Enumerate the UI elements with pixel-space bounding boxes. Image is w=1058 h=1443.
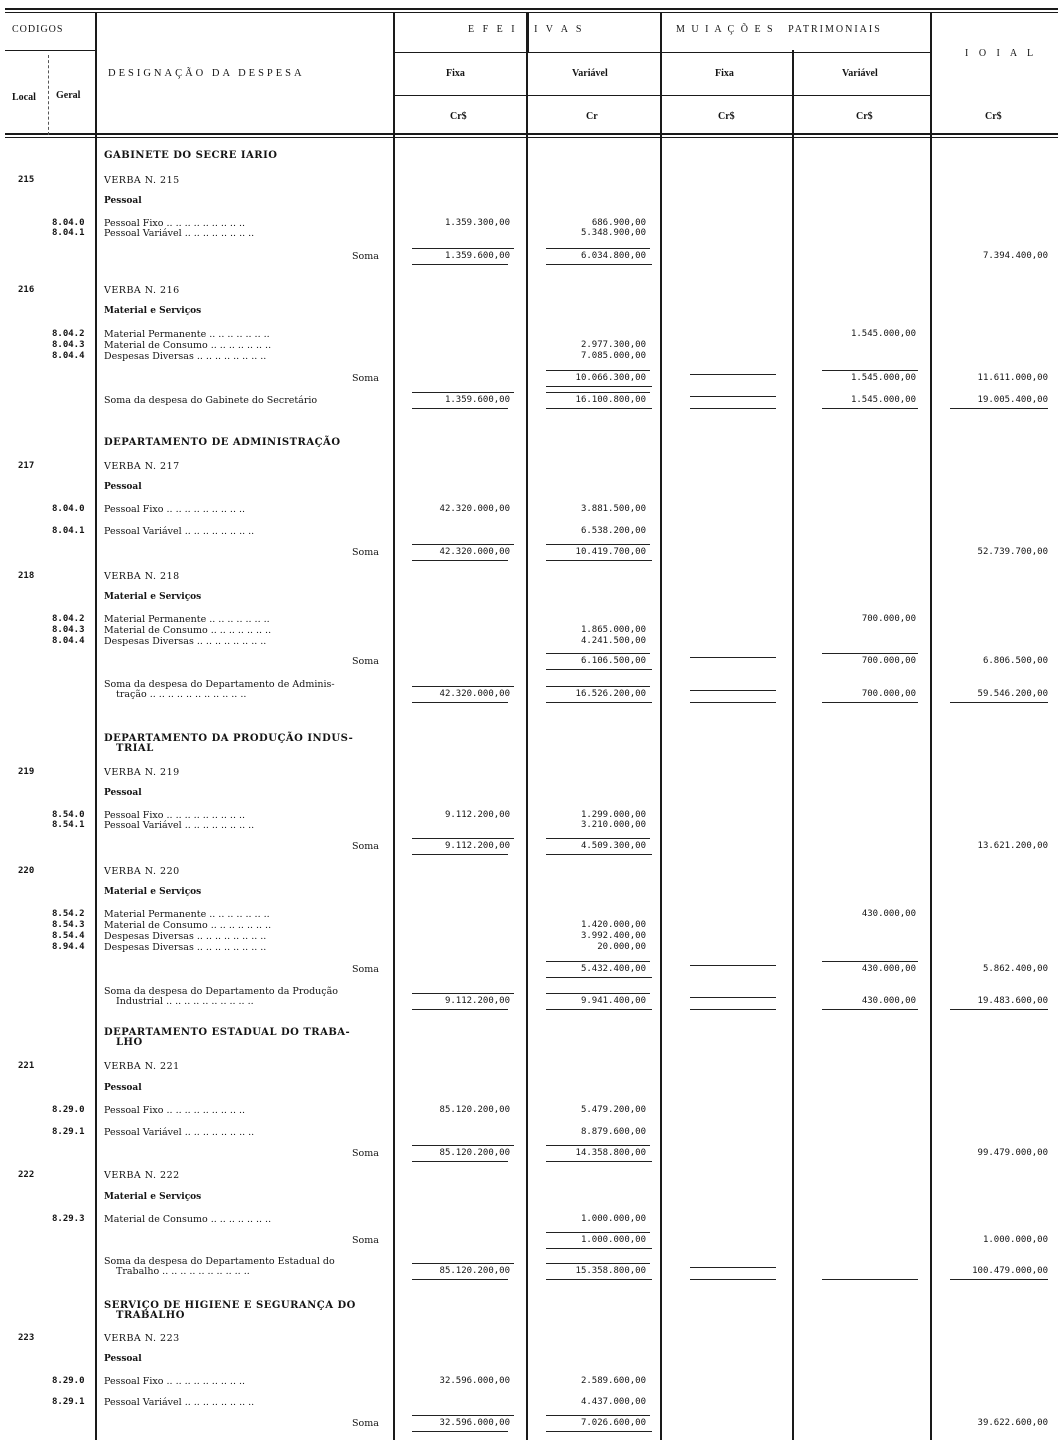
amount-var: 686.900,00 bbox=[591, 218, 646, 228]
sum-rule bbox=[546, 1415, 650, 1416]
amount-mvar: 430.000,00 bbox=[861, 964, 916, 974]
amount-var: 5.348.900,00 bbox=[580, 228, 646, 238]
header-rule bbox=[395, 52, 930, 53]
amount-var: 4.509.300,00 bbox=[580, 841, 646, 851]
amount-var: 6.538.200,00 bbox=[580, 526, 646, 536]
sum-rule bbox=[546, 1263, 650, 1264]
amount-total: 19.005.400,00 bbox=[977, 395, 1048, 405]
soma-label: Soma bbox=[352, 1148, 379, 1159]
amount-fixa: 1.359.300,00 bbox=[444, 218, 510, 228]
amount-var: 16.526.200,00 bbox=[575, 689, 646, 699]
sum-rule bbox=[546, 560, 652, 561]
amount-mvar: 1.545.000,00 bbox=[850, 373, 916, 383]
amount-var: 7.085.000,00 bbox=[580, 351, 646, 361]
subgroup-label: Material e Serviços bbox=[104, 592, 202, 602]
sum-rule bbox=[412, 702, 508, 703]
header-local: Local bbox=[12, 92, 36, 103]
amount-var: 2.977.300,00 bbox=[580, 340, 646, 350]
sum-rule bbox=[412, 248, 514, 249]
codigos-subdivider bbox=[48, 55, 49, 135]
sum-rule bbox=[412, 1415, 514, 1416]
amount-var: 6.034.800,00 bbox=[580, 251, 646, 261]
geral-code: 8.04.0 bbox=[52, 218, 85, 228]
header-currency: Cr bbox=[586, 111, 598, 122]
local-code: 222 bbox=[18, 1170, 35, 1180]
soma-label: Soma bbox=[352, 841, 379, 852]
verba-label: VERBA N. 219 bbox=[104, 767, 180, 778]
verba-label: VERBA N. 223 bbox=[104, 1333, 180, 1344]
item-description: Despesas Diversas .. .. .. .. .. .. .. .. bbox=[104, 942, 267, 953]
column-divider bbox=[95, 12, 97, 1440]
section-title: DEPARTAMENTO DA PRODUÇÃO INDUS- bbox=[104, 733, 354, 744]
amount-total: 19.483.600,00 bbox=[977, 996, 1048, 1006]
sum-rule bbox=[412, 686, 514, 687]
sum-rule bbox=[546, 392, 650, 393]
amount-var: 9.941.400,00 bbox=[580, 996, 646, 1006]
item-description: Pessoal Variável .. .. .. .. .. .. .. .. bbox=[104, 228, 255, 239]
geral-code: 8.04.2 bbox=[52, 614, 85, 624]
sum-rule bbox=[546, 248, 650, 249]
item-description: Pessoal Variável .. .. .. .. .. .. .. .. bbox=[104, 1127, 255, 1138]
verba-label: VERBA N. 220 bbox=[104, 866, 180, 877]
verba-label: VERBA N. 222 bbox=[104, 1170, 180, 1181]
sum-rule bbox=[546, 544, 650, 545]
subgroup-label: Pessoal bbox=[104, 482, 142, 492]
item-description: Pessoal Fixo .. .. .. .. .. .. .. .. .. bbox=[104, 218, 246, 229]
header-geral: Geral bbox=[56, 90, 81, 101]
sum-rule bbox=[546, 1248, 652, 1249]
header-currency: Cr$ bbox=[985, 111, 1002, 122]
verba-label: VERBA N. 215 bbox=[104, 175, 180, 186]
amount-total: 100.479.000,00 bbox=[972, 1266, 1048, 1276]
amount-var: 8.879.600,00 bbox=[580, 1127, 646, 1137]
amount-var: 2.589.600,00 bbox=[580, 1376, 646, 1386]
header-mutacoes: M U I A Ç Õ E S PATRIMONIAIS bbox=[676, 24, 882, 35]
item-description: Despesas Diversas .. .. .. .. .. .. .. .. bbox=[104, 931, 267, 942]
sum-rule bbox=[950, 408, 1048, 409]
amount-total: 1.000.000,00 bbox=[982, 1235, 1048, 1245]
sum-rule bbox=[546, 977, 652, 978]
item-description: Pessoal Variável .. .. .. .. .. .. .. .. bbox=[104, 526, 255, 537]
sum-rule bbox=[546, 961, 650, 962]
sum-rule bbox=[412, 1009, 508, 1010]
header-bottom-rule-thin bbox=[5, 137, 1058, 138]
sum-rule bbox=[690, 1267, 776, 1268]
geral-code: 8.94.4 bbox=[52, 942, 85, 952]
amount-var: 6.106.500,00 bbox=[580, 656, 646, 666]
header-efetivas: E F E I I V A S bbox=[468, 24, 585, 35]
sum-rule bbox=[412, 1263, 514, 1264]
subgroup-label: Material e Serviços bbox=[104, 306, 202, 316]
header-mut-fixa: Fixa bbox=[715, 68, 734, 79]
sum-rule bbox=[690, 997, 776, 998]
item-description: Pessoal Fixo .. .. .. .. .. .. .. .. .. bbox=[104, 1376, 246, 1387]
amount-fixa: 1.359.600,00 bbox=[444, 395, 510, 405]
amount-var: 4.437.000,00 bbox=[580, 1397, 646, 1407]
sum-rule bbox=[412, 854, 508, 855]
soma-label: Soma bbox=[352, 1418, 379, 1429]
sum-rule bbox=[546, 702, 652, 703]
amount-mvar: 1.545.000,00 bbox=[850, 329, 916, 339]
geral-code: 8.29.1 bbox=[52, 1397, 85, 1407]
sum-rule bbox=[412, 544, 514, 545]
sum-rule bbox=[822, 702, 918, 703]
amount-total: 59.546.200,00 bbox=[977, 689, 1048, 699]
amount-total: 99.479.000,00 bbox=[977, 1148, 1048, 1158]
top-rule bbox=[5, 8, 1058, 10]
column-divider bbox=[792, 50, 794, 1440]
geral-code: 8.29.1 bbox=[52, 1127, 85, 1137]
header-currency: Cr$ bbox=[450, 111, 467, 122]
sum-rule bbox=[950, 1279, 1048, 1280]
header-currency: Cr$ bbox=[856, 111, 873, 122]
amount-total: 5.862.400,00 bbox=[982, 964, 1048, 974]
geral-code: 8.04.3 bbox=[52, 340, 85, 350]
item-description: Despesas Diversas .. .. .. .. .. .. .. .. bbox=[104, 636, 267, 647]
sum-rule bbox=[690, 396, 776, 397]
item-description: Material de Consumo .. .. .. .. .. .. .. bbox=[104, 340, 272, 351]
geral-code: 8.04.4 bbox=[52, 636, 85, 646]
sum-rule bbox=[546, 1145, 650, 1146]
subgroup-label: Material e Serviços bbox=[104, 1192, 202, 1202]
soma-label: Soma bbox=[352, 251, 379, 262]
amount-total: 39.622.600,00 bbox=[977, 1418, 1048, 1428]
subgroup-label: Pessoal bbox=[104, 1083, 142, 1093]
amount-var: 1.865.000,00 bbox=[580, 625, 646, 635]
item-description: Pessoal Variável .. .. .. .. .. .. .. .. bbox=[104, 820, 255, 831]
amount-total: 11.611.000,00 bbox=[977, 373, 1048, 383]
geral-code: 8.54.3 bbox=[52, 920, 85, 930]
local-code: 215 bbox=[18, 175, 35, 185]
verba-label: VERBA N. 221 bbox=[104, 1061, 180, 1072]
header-bottom-rule bbox=[5, 133, 1058, 135]
geral-code: 8.29.0 bbox=[52, 1105, 85, 1115]
amount-var: 1.000.000,00 bbox=[580, 1235, 646, 1245]
sum-rule bbox=[950, 702, 1048, 703]
sum-rule bbox=[546, 1161, 652, 1162]
amount-var: 5.479.200,00 bbox=[580, 1105, 646, 1115]
header-rule bbox=[5, 50, 95, 51]
amount-fixa: 9.112.200,00 bbox=[444, 841, 510, 851]
amount-var: 7.026.600,00 bbox=[580, 1418, 646, 1428]
amount-var: 20.000,00 bbox=[597, 942, 646, 952]
amount-mvar: 700.000,00 bbox=[861, 656, 916, 666]
geral-code: 8.04.3 bbox=[52, 625, 85, 635]
sum-rule bbox=[412, 560, 508, 561]
item-description-cont: tração .. .. .. .. .. .. .. .. .. .. .. bbox=[116, 689, 247, 700]
sum-rule bbox=[412, 993, 514, 994]
header-variavel: Variável bbox=[572, 68, 608, 79]
sum-rule bbox=[690, 1009, 776, 1010]
header-currency: Cr$ bbox=[718, 111, 735, 122]
amount-var: 1.420.000,00 bbox=[580, 920, 646, 930]
sum-rule bbox=[412, 408, 508, 409]
amount-var: 14.358.800,00 bbox=[575, 1148, 646, 1158]
sum-rule bbox=[690, 702, 776, 703]
section-title: GABINETE DO SECRE IARIO bbox=[104, 150, 278, 161]
subgroup-label: Material e Serviços bbox=[104, 887, 202, 897]
item-description: Despesas Diversas .. .. .. .. .. .. .. .. bbox=[104, 351, 267, 362]
sum-rule bbox=[412, 1279, 508, 1280]
verba-label: VERBA N. 217 bbox=[104, 461, 180, 472]
sum-rule bbox=[546, 1431, 652, 1432]
sum-rule bbox=[690, 374, 776, 375]
item-description: Material Permanente .. .. .. .. .. .. .. bbox=[104, 614, 270, 625]
geral-code: 8.54.1 bbox=[52, 820, 85, 830]
sum-rule bbox=[950, 1009, 1048, 1010]
sum-rule bbox=[690, 408, 776, 409]
section-title-cont: TRIAL bbox=[116, 743, 154, 754]
sum-rule bbox=[546, 686, 650, 687]
amount-var: 5.432.400,00 bbox=[580, 964, 646, 974]
sum-rule bbox=[546, 1232, 650, 1233]
header-codigos: CODIGOS bbox=[12, 24, 64, 35]
section-title: DEPARTAMENTO DE ADMINISTRAÇÃO bbox=[104, 437, 341, 448]
item-description: Material Permanente .. .. .. .. .. .. .. bbox=[104, 329, 270, 340]
section-title: SERVIÇO DE HIGIENE E SEGURANÇA DO bbox=[104, 1300, 356, 1311]
amount-var: 10.066.300,00 bbox=[575, 373, 646, 383]
amount-fixa: 85.120.200,00 bbox=[439, 1148, 510, 1158]
amount-var: 3.992.400,00 bbox=[580, 931, 646, 941]
amount-var: 10.419.700,00 bbox=[575, 547, 646, 557]
local-code: 216 bbox=[18, 285, 35, 295]
sum-rule bbox=[546, 838, 650, 839]
item-description: Soma da despesa do Departamento da Produção bbox=[104, 986, 338, 997]
header-rule bbox=[395, 95, 930, 96]
section-title-cont: LHO bbox=[116, 1037, 143, 1048]
sum-rule bbox=[412, 264, 508, 265]
sum-rule bbox=[412, 838, 514, 839]
amount-var: 1.000.000,00 bbox=[580, 1214, 646, 1224]
item-description: Pessoal Fixo .. .. .. .. .. .. .. .. .. bbox=[104, 810, 246, 821]
sum-rule bbox=[690, 965, 776, 966]
sum-rule bbox=[546, 1279, 652, 1280]
geral-code: 8.54.2 bbox=[52, 909, 85, 919]
amount-total: 13.621.200,00 bbox=[977, 841, 1048, 851]
amount-fixa: 32.596.000,00 bbox=[439, 1418, 510, 1428]
soma-label: Soma bbox=[352, 656, 379, 667]
sum-rule bbox=[546, 669, 652, 670]
amount-mvar: 700.000,00 bbox=[861, 689, 916, 699]
item-description: Material de Consumo .. .. .. .. .. .. .. bbox=[104, 1214, 272, 1225]
section-title: DEPARTAMENTO ESTADUAL DO TRABA- bbox=[104, 1027, 351, 1038]
local-code: 223 bbox=[18, 1333, 35, 1343]
amount-fixa: 42.320.000,00 bbox=[439, 547, 510, 557]
sum-rule bbox=[546, 386, 652, 387]
local-code: 218 bbox=[18, 571, 35, 581]
item-description: Material Permanente .. .. .. .. .. .. .. bbox=[104, 909, 270, 920]
amount-var: 3.210.000,00 bbox=[580, 820, 646, 830]
soma-label: Soma bbox=[352, 373, 379, 384]
geral-code: 8.04.4 bbox=[52, 351, 85, 361]
top-rule-thin bbox=[5, 12, 1058, 13]
geral-code: 8.04.1 bbox=[52, 526, 85, 536]
item-description: Soma da despesa do Departamento Estadual do bbox=[104, 1256, 335, 1267]
amount-fixa: 42.320.000,00 bbox=[439, 504, 510, 514]
amount-total: 52.739.700,00 bbox=[977, 547, 1048, 557]
amount-fixa: 9.112.200,00 bbox=[444, 996, 510, 1006]
soma-label: Soma bbox=[352, 547, 379, 558]
subgroup-label: Pessoal bbox=[104, 196, 142, 206]
amount-var: 16.100.800,00 bbox=[575, 395, 646, 405]
amount-mvar: 1.545.000,00 bbox=[850, 395, 916, 405]
sum-rule bbox=[546, 370, 650, 371]
sum-rule bbox=[690, 690, 776, 691]
sum-rule bbox=[412, 392, 514, 393]
column-divider bbox=[526, 12, 528, 1440]
sum-rule bbox=[546, 264, 652, 265]
verba-label: VERBA N. 218 bbox=[104, 571, 180, 582]
sum-rule bbox=[822, 370, 918, 371]
sum-rule bbox=[822, 408, 918, 409]
geral-code: 8.04.1 bbox=[52, 228, 85, 238]
sum-rule bbox=[822, 653, 918, 654]
item-description: Soma da despesa do Departamento de Adminis- bbox=[104, 679, 335, 690]
header-mut-variavel: Variável bbox=[842, 68, 878, 79]
amount-fixa: 9.112.200,00 bbox=[444, 810, 510, 820]
column-divider bbox=[660, 12, 662, 1440]
column-divider bbox=[930, 12, 932, 1440]
geral-code: 8.54.0 bbox=[52, 810, 85, 820]
item-description: Material de Consumo .. .. .. .. .. .. .. bbox=[104, 920, 272, 931]
sum-rule bbox=[546, 993, 650, 994]
sum-rule bbox=[546, 653, 650, 654]
sum-rule bbox=[412, 1145, 514, 1146]
amount-fixa: 42.320.000,00 bbox=[439, 689, 510, 699]
geral-code: 8.29.3 bbox=[52, 1214, 85, 1224]
column-divider bbox=[393, 12, 395, 1440]
geral-code: 8.29.0 bbox=[52, 1376, 85, 1386]
item-description: Material de Consumo .. .. .. .. .. .. .. bbox=[104, 625, 272, 636]
verba-label: VERBA N. 216 bbox=[104, 285, 180, 296]
amount-total: 6.806.500,00 bbox=[982, 656, 1048, 666]
sum-rule bbox=[822, 961, 918, 962]
sum-rule bbox=[546, 1009, 652, 1010]
item-description: Pessoal Fixo .. .. .. .. .. .. .. .. .. bbox=[104, 504, 246, 515]
soma-label: Soma bbox=[352, 1235, 379, 1246]
sum-rule bbox=[546, 854, 652, 855]
item-description-cont: Industrial .. .. .. .. .. .. .. .. .. .. bbox=[116, 996, 254, 1007]
sum-rule bbox=[546, 408, 652, 409]
amount-mvar: 430.000,00 bbox=[861, 996, 916, 1006]
geral-code: 8.04.2 bbox=[52, 329, 85, 339]
amount-var: 3.881.500,00 bbox=[580, 504, 646, 514]
header-designacao: DESIGNAÇÃO DA DESPESA bbox=[108, 68, 305, 79]
local-code: 220 bbox=[18, 866, 35, 876]
soma-label: Soma bbox=[352, 964, 379, 975]
geral-code: 8.04.0 bbox=[52, 504, 85, 514]
local-code: 221 bbox=[18, 1061, 35, 1071]
item-description: Pessoal Fixo .. .. .. .. .. .. .. .. .. bbox=[104, 1105, 246, 1116]
local-code: 217 bbox=[18, 461, 35, 471]
subgroup-label: Pessoal bbox=[104, 788, 142, 798]
subgroup-label: Pessoal bbox=[104, 1354, 142, 1364]
item-description: Soma da despesa do Gabinete do Secretário bbox=[104, 395, 318, 406]
section-title-cont: TRABALHO bbox=[116, 1310, 185, 1321]
amount-fixa: 1.359.600,00 bbox=[444, 251, 510, 261]
sum-rule bbox=[412, 1431, 508, 1432]
amount-var: 4.241.500,00 bbox=[580, 636, 646, 646]
header-total: I O I A L bbox=[965, 48, 1038, 59]
geral-code: 8.54.4 bbox=[52, 931, 85, 941]
amount-mvar: 700.000,00 bbox=[861, 614, 916, 624]
item-description: Pessoal Variável .. .. .. .. .. .. .. .. bbox=[104, 1397, 255, 1408]
amount-fixa: 32.596.000,00 bbox=[439, 1376, 510, 1386]
header-fixa: Fixa bbox=[446, 68, 465, 79]
sum-rule bbox=[822, 1279, 918, 1280]
item-description-cont: Trabalho .. .. .. .. .. .. .. .. .. .. bbox=[116, 1266, 250, 1277]
amount-fixa: 85.120.200,00 bbox=[439, 1105, 510, 1115]
sum-rule bbox=[822, 1009, 918, 1010]
sum-rule bbox=[690, 1279, 776, 1280]
local-code: 219 bbox=[18, 767, 35, 777]
sum-rule bbox=[412, 1161, 508, 1162]
sum-rule bbox=[690, 657, 776, 658]
amount-fixa: 85.120.200,00 bbox=[439, 1266, 510, 1276]
amount-mvar: 430.000,00 bbox=[861, 909, 916, 919]
amount-var: 1.299.000,00 bbox=[580, 810, 646, 820]
amount-var: 15.358.800,00 bbox=[575, 1266, 646, 1276]
amount-total: 7.394.400,00 bbox=[982, 251, 1048, 261]
